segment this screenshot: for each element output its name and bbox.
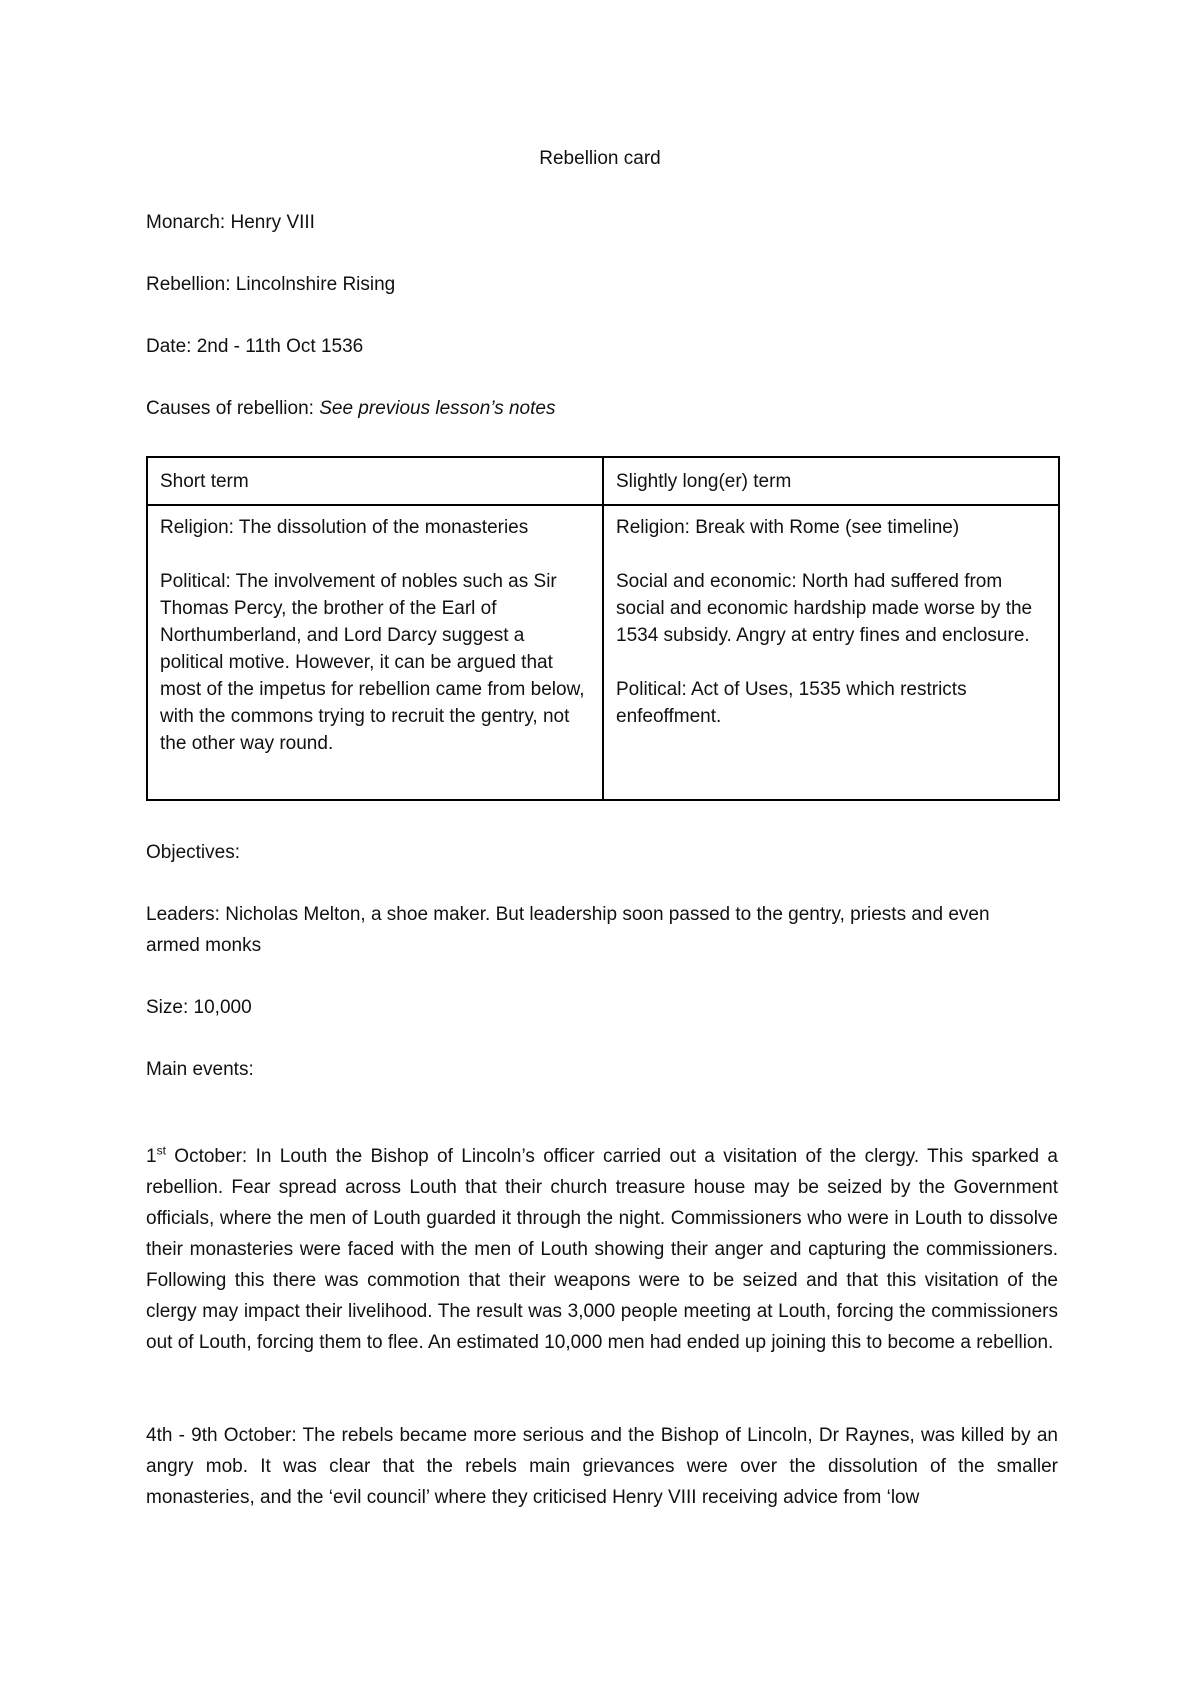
page-title: Rebellion card: [539, 148, 661, 169]
objectives-label: Objectives:: [146, 842, 240, 863]
event-2-text: The rebels became more serious and the Bishop of Lincoln, Dr Raynes, was killed by an angry mob. It was clear that the rebels main grievances were over the dissolution of the smaller monasteries, and the ‘evil council’ where they criticised Henry VIII receiving advice from ‘low: [146, 1425, 1058, 1508]
event-1-day: 1: [146, 1146, 157, 1167]
event-1-text: In Louth the Bishop of Lincoln’s officer carried out a visitation of the clergy. This sparked a rebellion. Fear spread across Louth that their church treasure house may be seized by the Government officials, where the men of Louth guarded it through the night. Commissioners who were in Louth to dissolve their monasteries were faced with the men of Louth showing their anger and capturing the commissioners. Following this there was commotion that their weapons were to be seized and that this visitation of the clergy may impact their livelihood. The result was 3,000 people meeting at Louth, forcing the commissioners out of Louth, forcing them to flee. An estimated 10,000 men had ended up joining this to become a rebellion.: [146, 1146, 1059, 1353]
leaders-value-line2: armed monks: [146, 935, 262, 956]
date-value: 2nd - 11th Oct 1536: [196, 336, 364, 357]
rebellion-value: Lincolnshire Rising: [235, 274, 396, 295]
monarch-label: Monarch:: [146, 212, 226, 233]
causes-table: [146, 456, 1060, 801]
monarch-line: [146, 212, 315, 234]
short-term-cell: [147, 505, 603, 800]
size-line: [146, 997, 252, 1019]
monarch-value: Henry VIII: [230, 212, 315, 233]
event-paragraph-2: [146, 1420, 1058, 1513]
event-1-sup: st: [156, 1143, 166, 1158]
rebellion-line: [146, 274, 395, 296]
date-label: Date:: [146, 336, 192, 357]
rebellion-label: Rebellion:: [146, 274, 231, 295]
long-term-religion: Religion: Break with Rome (see timeline): [616, 517, 960, 538]
causes-label: Causes of rebellion:: [146, 398, 314, 419]
event-2-label: 4th - 9th October:: [146, 1425, 297, 1446]
leaders-label: Leaders:: [146, 904, 220, 925]
table-header-row: [147, 457, 1059, 505]
event-1-label: October:: [165, 1146, 248, 1167]
header-long-term: Slightly long(er) term: [603, 457, 1059, 505]
long-term-political: Political: Act of Uses, 1535 which restricts enfeoffment.: [616, 679, 967, 727]
date-line: [146, 336, 363, 358]
short-term-political: Political: The involvement of nobles such as Sir Thomas Percy, the brother of the Earl of Northumberland, and Lord Darcy suggest a political motive. However, it can be argued that most of the impetus for rebellion came from below, with the commons trying to recruit the gentry, not the other way round.: [160, 571, 585, 754]
event-paragraph-1: [146, 1141, 1058, 1358]
size-label: Size:: [146, 997, 189, 1018]
long-term-cell: [603, 505, 1059, 800]
short-term-religion: Religion: The dissolution of the monasteries: [160, 517, 529, 538]
leaders-line: [146, 904, 990, 926]
causes-line: [146, 398, 555, 420]
main-events-label: Main events:: [146, 1059, 254, 1080]
table-row: [147, 505, 1059, 800]
long-term-social: Social and economic: North had suffered from social and economic hardship made worse by the 1534 subsidy. Angry at entry fines and enclosure.: [616, 571, 1033, 646]
size-value: 10,000: [193, 997, 252, 1018]
causes-value: See previous lesson’s notes: [319, 398, 556, 419]
header-short-term: Short term: [147, 457, 603, 505]
leaders-value-line1: Nicholas Melton, a shoe maker. But leadership soon passed to the gentry, priests and even: [225, 904, 990, 925]
